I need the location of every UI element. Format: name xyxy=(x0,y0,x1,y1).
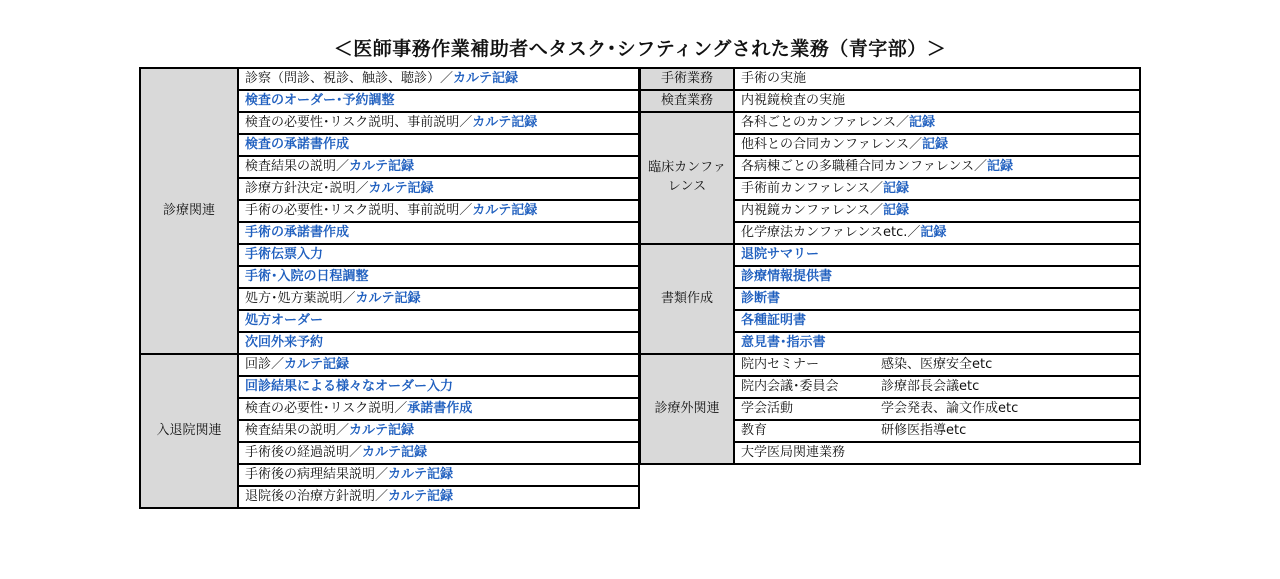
category-clinical: 診療関連 xyxy=(140,68,238,354)
task-row: 他科との合同カンファレンス／記録 xyxy=(734,134,1140,156)
task-row: 退院後の治療方針説明／カルテ記録 xyxy=(238,486,639,508)
task-row: 診断書 xyxy=(734,288,1140,310)
task-row: 内視鏡検査の実施 xyxy=(734,90,1140,112)
category-nonclinical: 診療外関連 xyxy=(640,354,734,464)
task-row: 手術前カンファレンス／記録 xyxy=(734,178,1140,200)
task-row: 検査の承諾書作成 xyxy=(238,134,639,156)
category-conference: 臨床カンファレンス xyxy=(640,112,734,244)
task-row: 手術･入院の日程調整 xyxy=(238,266,639,288)
left-task-table xyxy=(139,67,640,509)
task-row: 検査の必要性･リスク説明、事前説明／カルテ記録 xyxy=(238,112,639,134)
task-row: 診察（問診、視診、触診、聴診）／カルテ記録 xyxy=(238,68,639,90)
task-row: 教育 研修医指導etc xyxy=(734,420,1140,442)
task-row: 化学療法カンファレンスetc.／記録 xyxy=(734,222,1140,244)
task-row: 手術の必要性･リスク説明、事前説明／カルテ記録 xyxy=(238,200,639,222)
task-row: 回診／カルテ記録 xyxy=(238,354,639,376)
task-row: 検査結果の説明／カルテ記録 xyxy=(238,156,639,178)
task-row: 手術後の病理結果説明／カルテ記録 xyxy=(238,464,639,486)
task-row: 検査の必要性･リスク説明／承諾書作成 xyxy=(238,398,639,420)
task-row: 次回外来予約 xyxy=(238,332,639,354)
task-row: 回診結果による様々なオーダー入力 xyxy=(238,376,639,398)
task-row: 退院サマリー xyxy=(734,244,1140,266)
task-row: 手術の実施 xyxy=(734,68,1140,90)
task-row: 手術後の経過説明／カルテ記録 xyxy=(238,442,639,464)
task-row: 処方オーダー xyxy=(238,310,639,332)
task-row: 検査結果の説明／カルテ記録 xyxy=(238,420,639,442)
category-exam: 検査業務 xyxy=(640,90,734,112)
task-row: 院内会議･委員会 診療部長会議etc xyxy=(734,376,1140,398)
task-row: 診療方針決定･説明／カルテ記録 xyxy=(238,178,639,200)
task-row: 各科ごとのカンファレンス／記録 xyxy=(734,112,1140,134)
task-row: 診療情報提供書 xyxy=(734,266,1140,288)
right-task-table xyxy=(639,67,1141,465)
task-row: 処方･処方薬説明／カルテ記録 xyxy=(238,288,639,310)
task-row: 学会活動 学会発表、論文作成etc xyxy=(734,398,1140,420)
task-row: 検査のオーダー･予約調整 xyxy=(238,90,639,112)
task-row: 手術伝票入力 xyxy=(238,244,639,266)
task-row: 手術の承諾書作成 xyxy=(238,222,639,244)
task-row: 意見書･指示書 xyxy=(734,332,1140,354)
task-row: 大学医局関連業務 xyxy=(734,442,1140,464)
page-title: ＜医師事務作業補助者へタスク･シフティングされた業務（青字部）＞ xyxy=(333,38,947,60)
task-row: 各病棟ごとの多職種合同カンファレンス／記録 xyxy=(734,156,1140,178)
category-documents: 書類作成 xyxy=(640,244,734,354)
category-admission: 入退院関連 xyxy=(140,354,238,508)
category-surgery: 手術業務 xyxy=(640,68,734,90)
task-row: 各種証明書 xyxy=(734,310,1140,332)
task-row: 院内セミナー 感染、医療安全etc xyxy=(734,354,1140,376)
task-row: 内視鏡カンファレンス／記録 xyxy=(734,200,1140,222)
